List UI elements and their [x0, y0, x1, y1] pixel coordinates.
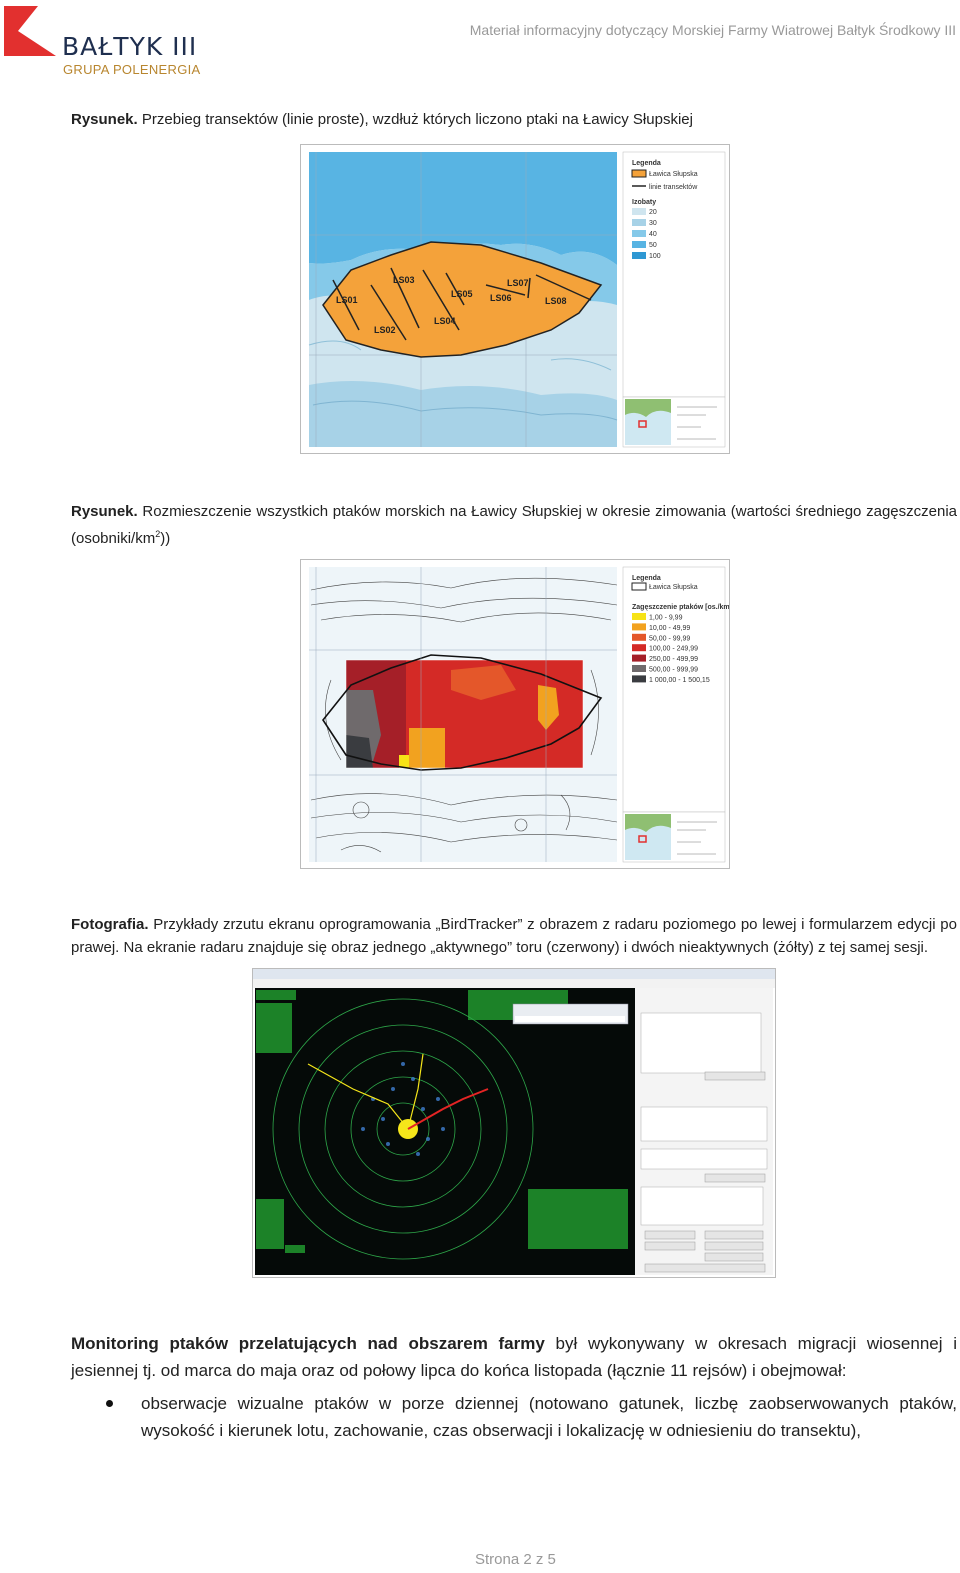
density-title: Zagęszczenie ptaków [os./km2] — [632, 604, 729, 611]
density-label: 50,00 - 99,99 — [649, 635, 691, 643]
figure2-caption — [71, 500, 957, 550]
transect-map — [300, 144, 730, 454]
list-item — [71, 1390, 957, 1444]
legend-bank: Ławica Słupska — [649, 171, 698, 178]
density-swatch — [632, 655, 646, 662]
bullet-icon — [106, 1400, 113, 1407]
monitoring-text: był wykonywany w okresach migracji wiosennej i jesiennej tj. od marca do maja oraz od połowy lipca do końca listopada (łącznie 11 rejsów) i obejmował: — [71, 1334, 957, 1380]
figure2-caption-lead: Rysunek. — [71, 503, 138, 520]
figure2-caption-text: Rozmieszczenie wszystkich ptaków morskich na Ławicy Słupskiej w okresie zimowania (wartości średniego zagęszczenia (osobniki/km — [71, 503, 957, 547]
list-item-text: obserwacje wizualne ptaków w porze dziennej (notowano gatunek, liczbę zaobserwowanych ptaków, wysokość i kierunek lotu, zachowanie, czas obserwacji i lokalizację w odniesieniu do transektu), — [141, 1394, 957, 1440]
logo-title: BAŁTYK III — [62, 32, 198, 61]
figure2-caption-sup: 2 — [155, 529, 161, 539]
transect-label: LS08 — [545, 296, 567, 306]
density-label: 1,00 - 9,99 — [649, 614, 683, 622]
transect-label: LS06 — [490, 293, 512, 303]
izobata-label: 20 — [649, 209, 657, 216]
monitoring-paragraph — [71, 1330, 957, 1384]
density-map — [300, 559, 730, 869]
transect-label: LS01 — [336, 295, 358, 305]
logo-subtitle: GRUPA POLENERGIA — [63, 62, 201, 77]
figure3-caption — [71, 913, 957, 959]
density-swatch — [632, 613, 646, 620]
transect-label: LS05 — [451, 289, 473, 299]
logo-mark-icon — [4, 6, 56, 56]
izobaty-title: Izobaty — [632, 199, 657, 206]
density-label: 500,00 - 999,99 — [649, 666, 699, 674]
legend-bank: Ławica Słupska — [649, 584, 698, 591]
birdtracker-screenshot — [252, 968, 776, 1278]
bullet-list — [71, 1390, 957, 1444]
figure1-caption-text: Przebieg transektów (linie proste), wzdłuż których liczono ptaki na Ławicy Słupskiej — [137, 111, 693, 128]
legend-title: Legenda — [632, 160, 661, 167]
izobata-label: 30 — [649, 220, 657, 227]
figure1-caption-lead: Rysunek. — [71, 111, 138, 128]
density-swatch — [632, 675, 646, 682]
figure2-caption-end: )) — [160, 530, 171, 547]
density-swatch — [632, 644, 646, 651]
izobata-label: 100 — [649, 253, 661, 260]
izobata-label: 40 — [649, 231, 657, 238]
density-label: 100,00 - 249,99 — [649, 645, 699, 653]
izobata-label: 50 — [649, 242, 657, 249]
density-label: 10,00 - 49,99 — [649, 624, 691, 632]
density-swatch — [632, 623, 646, 630]
legend-title: Legenda — [632, 575, 661, 582]
transect-label: LS02 — [374, 325, 396, 335]
document-title: Materiał informacyjny dotyczący Morskiej Farmy Wiatrowej Bałtyk Środkowy III — [469, 22, 956, 38]
figure1-caption — [71, 108, 957, 131]
figure3-caption-lead: Fotografia. — [71, 916, 149, 933]
density-swatch — [632, 634, 646, 641]
density-label: 250,00 - 499,99 — [649, 656, 699, 664]
figure3-caption-text: Przykłady zrzutu ekranu oprogramowania „BirdTracker” z obrazem z radaru poziomego po lewej i formularzem edycji po prawej. Na ekranie radaru znajduje się obraz jednego „aktywnego” toru (czerwony) i dwóch nieaktywnych (żółty) z tej samej sesji. — [71, 916, 957, 956]
density-swatch — [632, 665, 646, 672]
density-label: 1 000,00 - 1 500,15 — [649, 676, 710, 684]
monitoring-lead: Monitoring ptaków przelatujących nad obszarem farmy — [71, 1334, 545, 1353]
logo — [4, 6, 204, 78]
transect-label: LS03 — [393, 275, 415, 285]
legend-lines: linie transektów — [649, 184, 698, 191]
transect-label: LS07 — [507, 278, 529, 288]
transect-label: LS04 — [434, 316, 456, 326]
page-number: Strona 2 z 5 — [475, 1551, 556, 1568]
